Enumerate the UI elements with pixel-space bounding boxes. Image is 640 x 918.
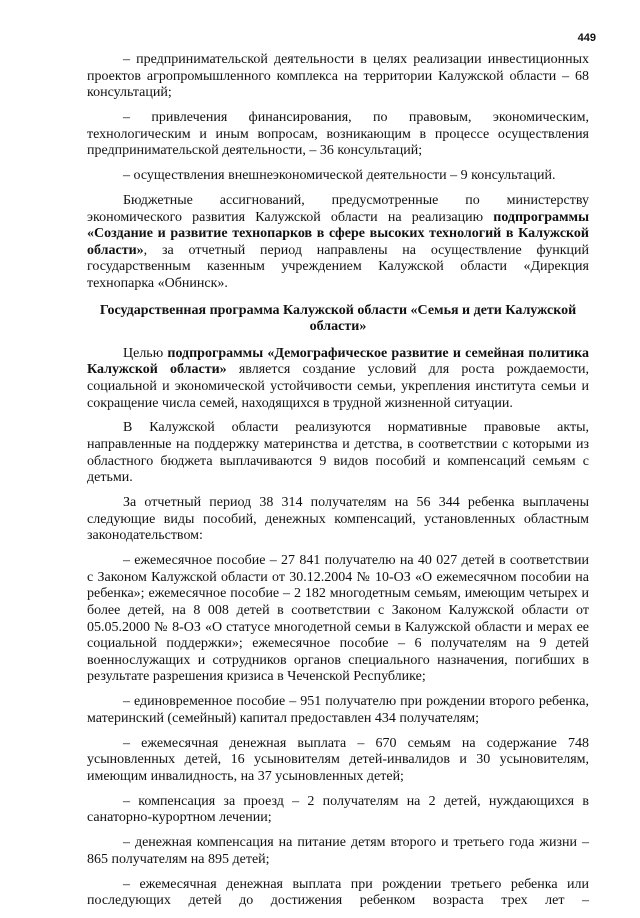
p5-bold: подпрограммы «Демографическое развитие и семейная политика Калужской области»: [87, 345, 589, 378]
p5-text-end: является создание условий для роста рождаемости, социальной и экономической устойчивости семьи, укрепления института семьи и сокращение числа семей, находящихся в трудной жизненной ситуации.: [87, 362, 590, 411]
paragraph-p7: За отчетный период 38 314 получателям на 56 344 ребенка выплачены следующие виды пособий, денежных компенсаций, установленных областным законодательством:: [87, 495, 589, 544]
p4-text-end: , за отчетный период направлены на осуществление функций государственным казенным учреждением Калужской области «Дирекция технопарка «Обнинск».: [87, 242, 589, 292]
paragraph-p3: – осуществления внешнеэкономической деятельности – 9 консультаций.: [123, 168, 556, 184]
paragraph-p8: – ежемесячное пособие – 27 841 получателю на 40 027 детей в соответствии с Законом Калужской области от 30.12.2004 № 10-ОЗ «О ежемесячном пособии на ребенка»; ежемесячное пособие – 2 182 многодетным семьям, имеющим четырех и более детей, на 8 008 детей в соответствии с Законом Калужской области от 05.05.2000 № 8-ОЗ «О статусе многодетной семьи в Калужской области и мерах ее социальной поддержки»; ежемесячное пособие – 6 получателям на 9 детей военнослужащих и сотрудников органов специального назначения, погибших в результате разрешения кризиса в Чеченской Республике;: [87, 553, 589, 685]
p5-text: Целью: [123, 345, 168, 361]
paragraph-p2: – привлечения финансирования, по правовым, экономическим, технологическим и иным вопросам, возникающим в процессе осуществления предпринимательской деятельности, – 36 консультаций;: [87, 110, 589, 159]
paragraph-p1: – предпринимательской деятельности в целях реализации инвестиционных проектов агропромышленного комплекса на территории Калужской области – 68 консультаций;: [87, 52, 589, 101]
page-number: 449: [577, 32, 596, 44]
p4-text: Бюджетные ассигнований, предусмотренные по министерству экономического развития Калужской области на реализацию: [87, 193, 589, 225]
paragraph-p13: – ежемесячная денежная выплата при рождении третьего ребенка или последующих детей до достижения ребенком возраста трех лет –: [87, 876, 589, 909]
paragraph-p6: В Калужской области реализуются нормативные правовые акты, направленные на поддержку материнства и детства, в соответствии с которыми из областного бюджета выплачиваются 9 видов пособий и компенсаций семьям с детьми.: [87, 420, 589, 486]
paragraph-p11: – компенсация за проезд – 2 получателям на 2 детей, нуждающихся в санаторно-курортном лечении;: [87, 793, 589, 826]
paragraph-p9: – единовременное пособие – 951 получателю при рождении второго ребенка, материнский (семейный) капитал предоставлен 434 получателям;: [87, 694, 589, 726]
page-content: [87, 52, 589, 918]
paragraph-p12: – денежная компенсация на питание детям второго и третьего года жизни – 865 получателям на 895 детей;: [87, 835, 589, 867]
section-heading: Государственная программа Калужской области «Семья и дети Калужской области»: [99, 302, 577, 335]
paragraph-p4: [87, 193, 589, 293]
paragraph-p10: – ежемесячная денежная выплата – 670 семьям на содержание 748 усыновленных детей, 16 усыновителям детей-инвалидов и 30 усыновителям, имеющим инвалидность, на 37 усыновленных детей;: [87, 735, 589, 784]
p4-bold: подпрограммы «Создание и развитие технопарков в сфере высоких технологий в Калужской области»: [87, 209, 589, 258]
paragraph-p5: [87, 346, 589, 412]
